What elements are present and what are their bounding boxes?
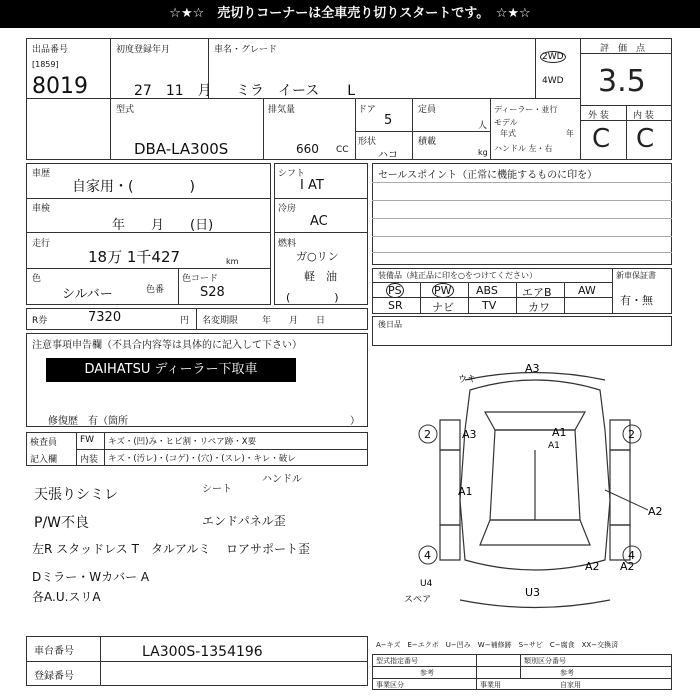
inspector-row1: キズ・(凹)み・ヒビ割・リペア跡・X要 (108, 437, 257, 447)
mark-a2-bottom: A2 (585, 560, 600, 573)
top-banner: ☆★☆ 売切りコーナーは全車売り切りスタートです。 ☆★☆ (0, 0, 700, 28)
lot-sub: [1859] (32, 60, 59, 69)
inspector-row2: キズ・(汚レ)・(コゲ)・(穴)・(スレ)・キレ・破レ (108, 454, 296, 464)
tax-value: 年 月 日 (262, 316, 326, 326)
bt-cell-6: 事業用 (480, 681, 501, 689)
color-code-label: 色コード (182, 274, 219, 284)
year-label: 年式 (500, 129, 516, 138)
repair-paren: ） (350, 416, 360, 427)
fuel-value: ガ○リン (296, 250, 339, 263)
shape-value: ハコ (378, 150, 398, 161)
bt-cell-1: 型式指定番号 (376, 657, 418, 665)
svg-text:4: 4 (424, 549, 431, 562)
mark-4-right (623, 546, 641, 564)
lot-label: 出品番号 (32, 45, 69, 55)
mark-2-left (419, 425, 437, 443)
mark-a3-top: A3 (525, 362, 540, 375)
shape-label: 形状 (358, 137, 377, 147)
bt-cell-7: 自家用 (560, 681, 581, 689)
r-label: R券 (32, 316, 48, 326)
bt-cell-3: 参考 (420, 669, 434, 677)
sales-point-label: セールスポイント（正常に機能するものに印を） (378, 170, 598, 181)
equip-sr: SR (388, 299, 403, 312)
color-label: 色 (32, 274, 42, 284)
score-value: 3.5 (598, 64, 646, 99)
door-label: ドア (358, 105, 376, 115)
shift-value: I AT (300, 178, 324, 193)
aircon-label: 冷房 (278, 204, 297, 214)
svg-text:4: 4 (628, 549, 635, 562)
first-reg-value: 27 11 月 (134, 83, 212, 99)
right-note-2: ロアサポート歪 (226, 542, 311, 556)
kg-unit: kg (478, 148, 488, 157)
equip-ps: PS (388, 284, 402, 297)
note-4: Dミラー・Wカバー A (32, 570, 150, 584)
displacement-value: 660 (296, 142, 319, 156)
mark-a1-left: A1 (458, 485, 473, 498)
shift-label: シフト (278, 169, 306, 179)
car-history-label: 車歴 (32, 169, 51, 179)
model-label: 型式 (116, 105, 135, 115)
mark-4-left (419, 546, 437, 564)
mark-a1-right-top: A1 (552, 426, 567, 439)
color-code-value: S28 (200, 285, 225, 300)
mark-uki: ウキ (458, 375, 477, 385)
registration-label: 登録番号 (34, 671, 74, 682)
chassis-value: LA300S-1354196 (142, 644, 263, 660)
capacity-unit: 人 (478, 121, 488, 131)
inspector-fw: FW (80, 435, 95, 445)
exterior-label: 外 装 (588, 111, 609, 121)
spare-label: スペア (404, 595, 432, 605)
svg-text:2: 2 (628, 428, 635, 441)
inspector-sub-seat: シート (202, 484, 232, 495)
door-value: 5 (384, 113, 393, 128)
fuel-label: 燃料 (278, 239, 297, 249)
tax-label: 名変期限 (202, 316, 239, 326)
r-value: 7320 (88, 310, 122, 325)
lot-number: 8019 (32, 74, 88, 99)
note-5: 各A.U.スリA (32, 590, 101, 604)
capacity-label: 定員 (418, 105, 437, 115)
displacement-label: 排気量 (268, 105, 296, 115)
note-1: 天張りシミレ (34, 487, 118, 503)
model-value: DBA-LA300S (134, 140, 229, 158)
inspector-label2: 記入欄 (30, 455, 58, 465)
mark-a2-right: A2 (648, 505, 663, 518)
inspector-label1: 検査員 (30, 438, 58, 448)
bt-cell-4: 参考 (560, 669, 574, 677)
notes-box (372, 316, 672, 346)
cc-unit: CC (336, 145, 349, 155)
mileage-value: 18万 1千427 (88, 248, 181, 266)
mark-a2-right-mid: A2 (620, 560, 635, 573)
mileage-label: 走行 (32, 239, 51, 249)
interior-label: 内 装 (633, 111, 654, 121)
carname-value: ミラ イース L (236, 83, 356, 99)
car-history-value: 自家用・( ) (72, 179, 195, 195)
right-note-1: エンドパネル歪 (202, 514, 286, 528)
inspection-value: 年 月 (日) (112, 218, 214, 233)
r-unit: 円 (180, 316, 190, 326)
fuel-paren: ( ) (286, 291, 339, 304)
caution-label: 注意事項申告欄（不具合内容等は具体的に記入して下さい） (32, 340, 302, 351)
notes-label: 後日品 (378, 320, 402, 329)
model-year-label: モデル (494, 118, 518, 127)
mark-u3: U3 (525, 586, 541, 599)
color-value: シルバー (62, 287, 113, 302)
note-2: P/W不良 (34, 515, 90, 531)
note-3: 左R スタッドレス T タルアルミ (32, 542, 211, 556)
aircon-value: AC (310, 214, 328, 229)
mark-a1-small: A1 (548, 441, 560, 451)
equip-leather: カワ (528, 301, 550, 314)
fuel-alt: 軽 油 (304, 270, 337, 283)
mark-a3-left: A3 (462, 428, 477, 441)
inspector-sub-handle: ハンドル (262, 474, 302, 485)
repair-label: 修復歴 有（箇所 (48, 416, 128, 427)
km-unit: km (226, 257, 239, 266)
first-reg-label: 初度登録年月 (116, 45, 171, 55)
interior-value: C (636, 124, 655, 154)
svg-text:2: 2 (424, 428, 431, 441)
mark-u4: U4 (420, 579, 433, 589)
score-label: 評 価 点 (600, 44, 646, 54)
handle-label: ハンドル 左・右 (494, 144, 553, 153)
equipment-label: 装備品（純正品に印を○をつけてください） (378, 271, 537, 280)
warranty-value: 有・無 (620, 294, 653, 307)
load-label: 積載 (418, 137, 437, 147)
chassis-label: 車台番号 (34, 646, 74, 657)
equip-aw: AW (578, 284, 596, 297)
dealer-tag: DAIHATSU ディーラー下取車 (46, 358, 296, 382)
color-no-label: 色番 (146, 285, 165, 295)
equip-abs: ABS (476, 284, 498, 297)
exterior-value: C (592, 124, 611, 154)
equip-pw: PW (434, 284, 452, 297)
mark-2-right (623, 425, 641, 443)
drive-2wd: 2WD (542, 52, 564, 62)
bt-cell-2: 類別区分番号 (524, 657, 566, 665)
inspection-label: 車検 (32, 204, 51, 214)
year-unit: 年 (566, 129, 574, 138)
damage-legend: A−キズ E−エクボ U−凹み W−補修跡 S−サビ C−腐食 XX−交換済 (376, 641, 619, 649)
car-diagram (400, 350, 670, 620)
equip-airbag: エアB (522, 286, 552, 299)
bt-cell-5: 事業区分 (376, 681, 404, 689)
equip-navi: ナビ (432, 301, 454, 314)
equip-tv: TV (482, 299, 497, 312)
drive-4wd: 4WD (542, 76, 564, 86)
inspector-interior: 内装 (80, 455, 99, 465)
dealer-label: ディーラー・並行 (494, 105, 558, 114)
warranty-label: 新車保証書 (616, 271, 656, 280)
carname-label: 車名・グレード (214, 45, 278, 55)
